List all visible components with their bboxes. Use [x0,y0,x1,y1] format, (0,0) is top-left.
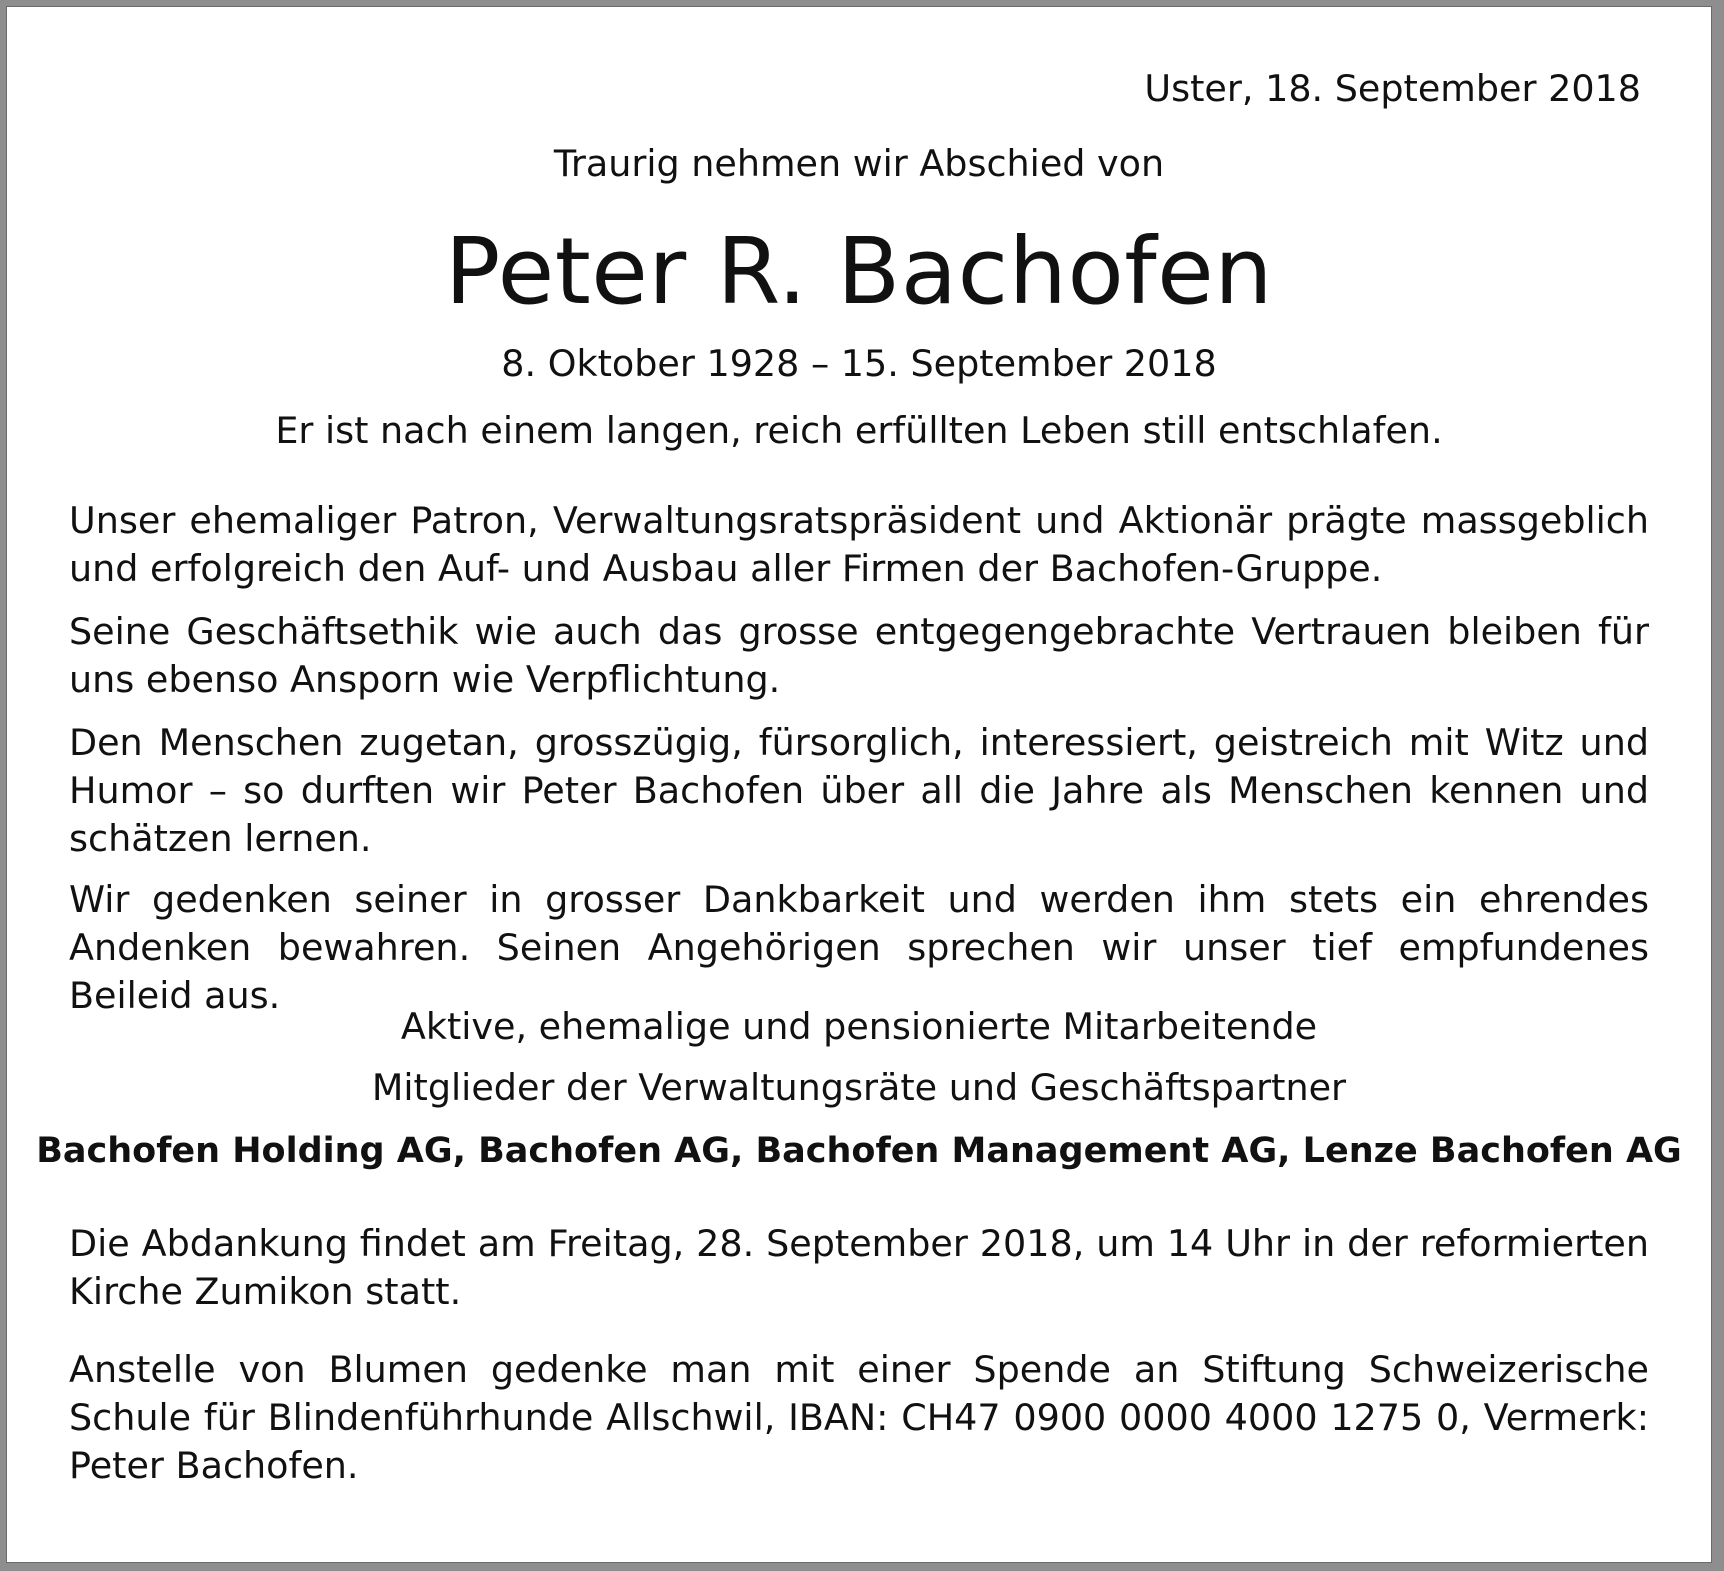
paragraph-1 [69,497,1649,593]
paragraph-text: Wir gedenken seiner in grosser Dankbarkeit und werden ihm stets ein ehrendes Andenken bewahren. Seinen Angehörigen sprechen wir unser tief empfundenes Beileid aus. [69,878,1649,1017]
signatory-line-2: Mitglieder der Verwaltungsräte und Geschäftspartner [371,1066,1347,1109]
paragraph-3 [69,719,1649,863]
paragraph-4 [69,876,1649,1020]
service-info [69,1220,1649,1316]
paragraph-text: Den Menschen zugetan, grosszügig, fürsorglich, interessiert, geistreich mit Witz und Humor – so durften wir Peter Bachofen über all die Jahre als Menschen kennen und schätzen lernen. [69,721,1649,860]
donation-info [69,1346,1649,1490]
donation-text: Anstelle von Blumen gedenke man mit einer Spende an Stiftung Schweizerische Schule für Blindenführhunde Allschwil, IBAN: CH47 0900 0000 4000 1275 0, Vermerk: Peter Bachofen. [69,1348,1649,1487]
signatory-companies: Bachofen Holding AG, Bachofen AG, Bachofen Management AG, Lenze Bachofen AG [36,1131,1682,1171]
deceased-name: Peter R. Bachofen [444,218,1274,325]
life-dates: 8. Oktober 1928 – 15. September 2018 [501,342,1217,385]
paragraph-text: Unser ehemaliger Patron, Verwaltungsratspräsident und Aktionär prägte massgeblich und erfolgreich den Auf- und Ausbau aller Firmen der Bachofen-Gruppe. [69,499,1649,590]
place-date: Uster, 18. September 2018 [1144,67,1641,110]
intro-line: Traurig nehmen wir Abschied von [553,142,1165,185]
obituary-notice [6,6,1712,1563]
paragraph-text: Seine Geschäftsethik wie auch das grosse entgegengebrachte Vertrauen bleiben für uns ebenso Ansporn wie Verpflichtung. [69,610,1649,701]
opening-sentence: Er ist nach einem langen, reich erfüllten Leben still entschlafen. [275,409,1443,452]
paragraph-2 [69,608,1649,704]
signatory-line-1: Aktive, ehemalige und pensionierte Mitarbeitende [400,1005,1318,1048]
service-text: Die Abdankung findet am Freitag, 28. September 2018, um 14 Uhr in der reformierten Kirche Zumikon statt. [69,1222,1649,1313]
